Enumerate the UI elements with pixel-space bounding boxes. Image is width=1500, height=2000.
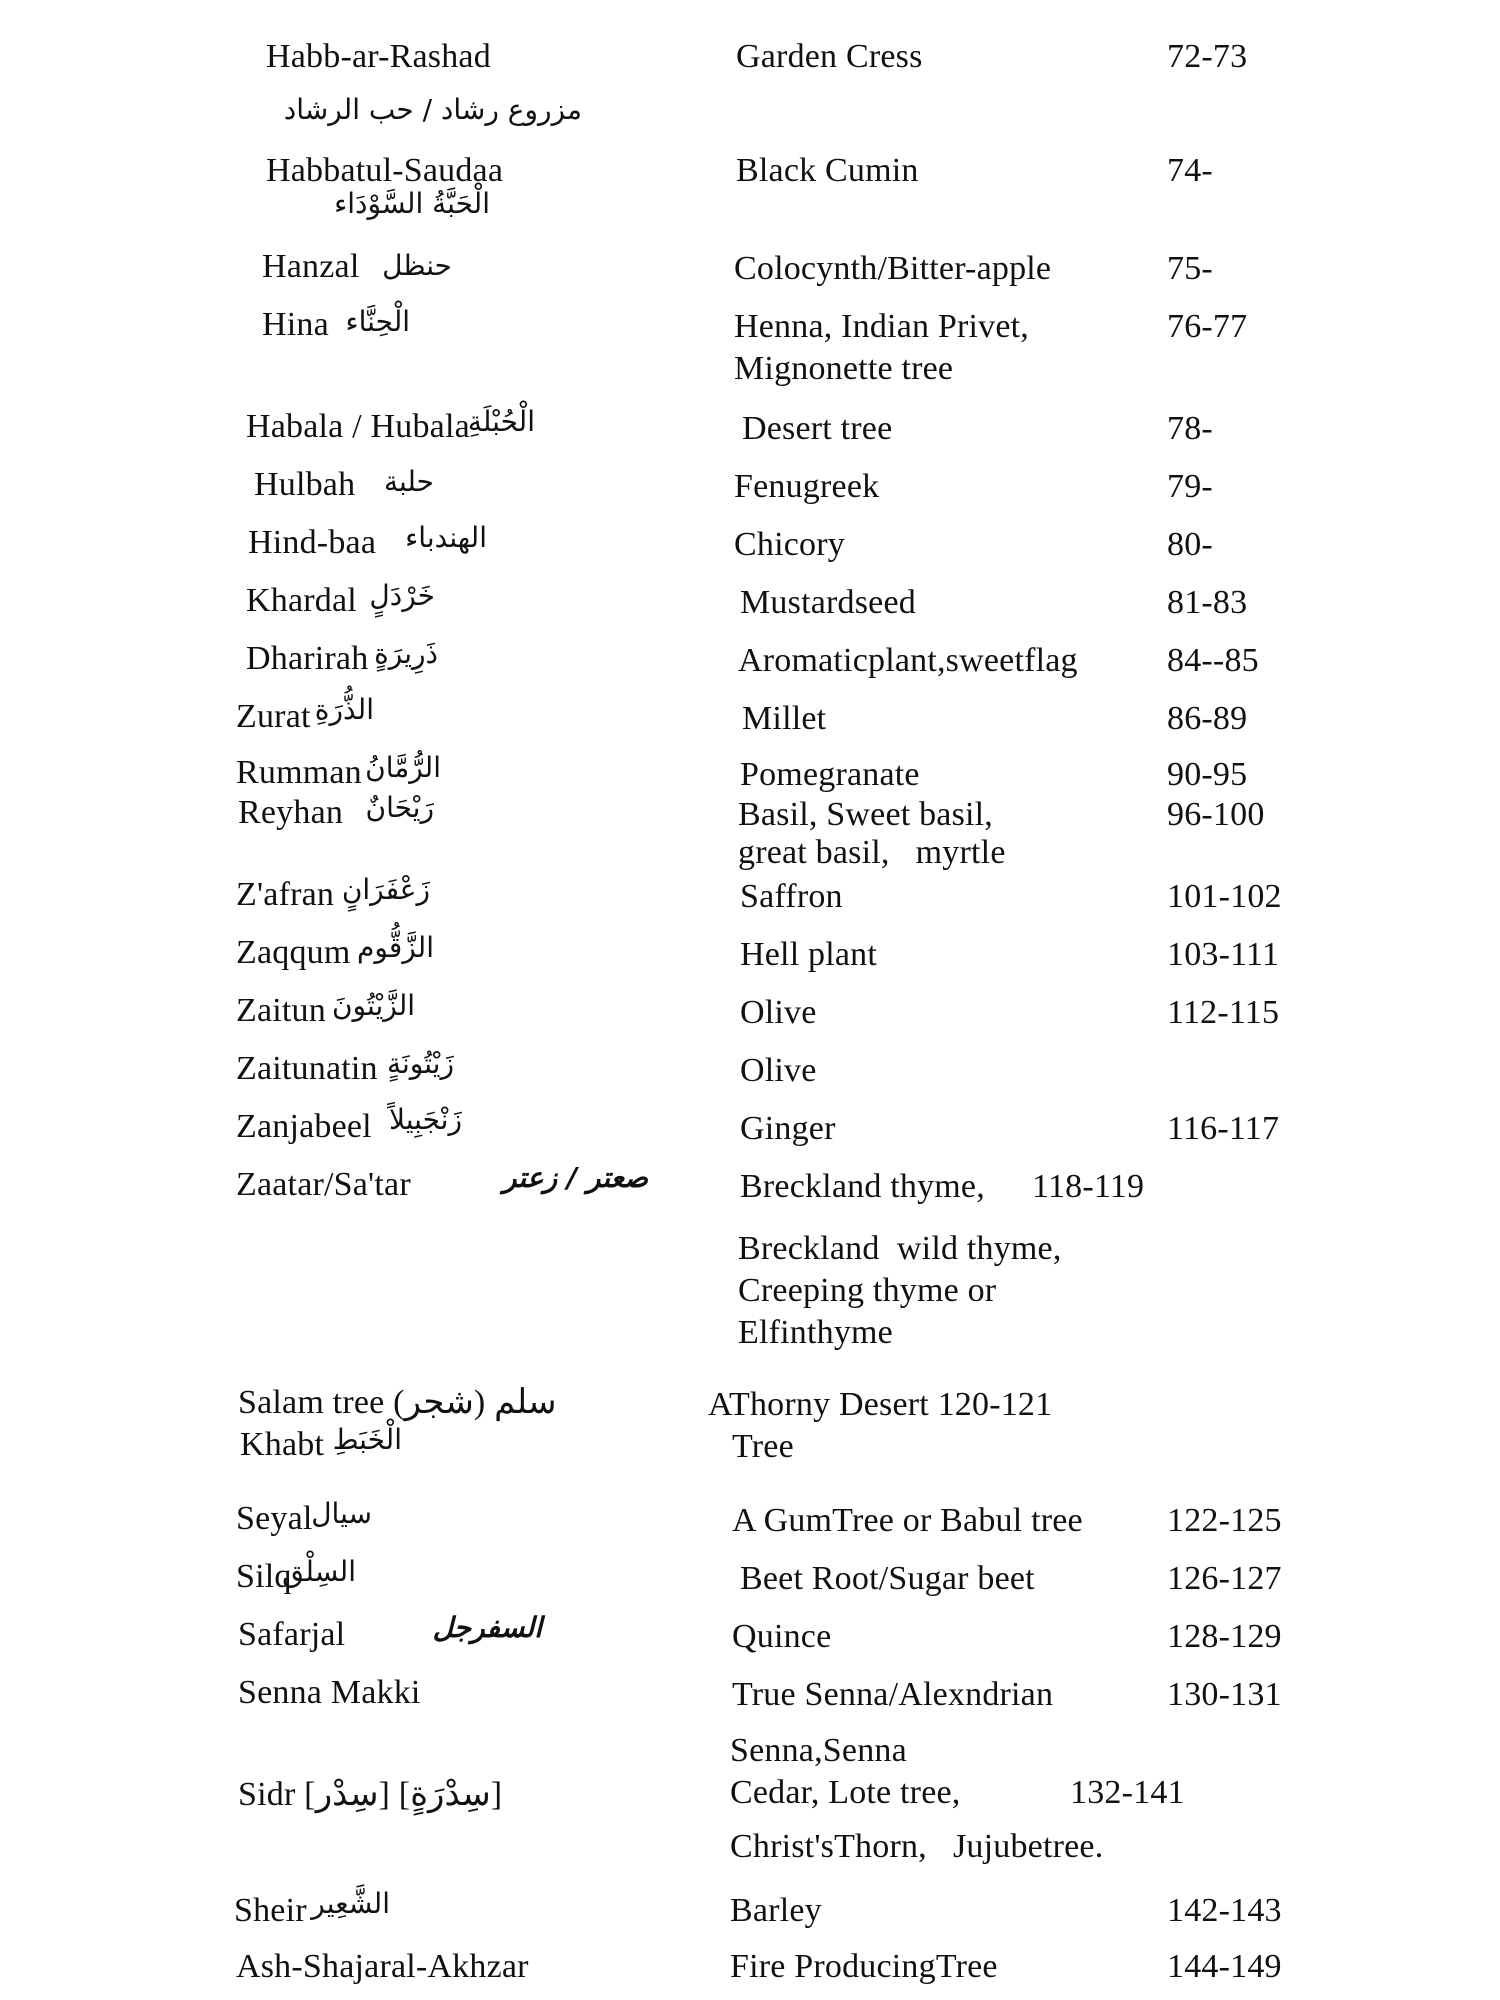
entry-pages: 130-131 [1167, 1676, 1282, 1713]
entry-english: Fenugreek [734, 468, 880, 505]
entry-name: Habala / Hubala [246, 408, 470, 445]
entry-name: Khardal [246, 582, 357, 619]
entry-pages: 79- [1167, 468, 1213, 505]
entry-english: AThorny Desert 120-121 [708, 1386, 1053, 1423]
entry-english: Hell plant [740, 936, 878, 973]
entry-name: Sheir [234, 1892, 307, 1929]
entry-english: Aromaticplant,sweetflag [738, 642, 1078, 679]
entry-english: Olive [740, 1052, 817, 1089]
entry-arabic: حلبة [383, 465, 434, 498]
entry-english: Tree [732, 1428, 794, 1465]
entry-english-cont: great basil, myrtle [738, 834, 1006, 871]
entry-arabic: الهندباء [405, 521, 487, 554]
entry-arabic: مزروع رشاد / حب الرشاد [283, 93, 582, 126]
entry-name: Habbatul-Saudaa [266, 152, 504, 189]
entry-name: Salam tree (شجر) سلم [238, 1384, 557, 1421]
entry-pages: 116-117 [1167, 1110, 1280, 1147]
entry-name: Senna Makki [238, 1674, 421, 1711]
entry-pages: 126-127 [1167, 1560, 1282, 1597]
entry-arabic: السِلْق [282, 1555, 356, 1588]
entry-arabic: الْحِنَّاء [345, 305, 410, 338]
entry-name: Sidr [سِدْر] [سِدْرَةٍ] [238, 1776, 503, 1813]
entry-arabic: رَيْحَانٌ [365, 791, 434, 824]
entry-pages: 72-73 [1167, 38, 1248, 75]
entry-pages: 122-125 [1167, 1502, 1282, 1539]
entry-name: Zaitun [236, 992, 326, 1029]
entry-name: Hind-baa [248, 524, 377, 561]
entry-arabic: الْحُبْلَةِ [467, 405, 535, 438]
entry-pages: 76-77 [1167, 308, 1248, 345]
entry-name: Z'afran [236, 876, 335, 913]
entry-name: Ash-Shajaral-Akhzar [236, 1948, 529, 1985]
entry-english-cont: Elfinthyme [738, 1314, 893, 1351]
entry-english-cont: Senna,Senna [730, 1732, 907, 1769]
entry-english: Cedar, Lote tree, [730, 1774, 961, 1811]
entry-pages: 144-149 [1167, 1948, 1282, 1985]
entry-pages: 142-143 [1167, 1892, 1282, 1929]
entry-name: Dharirah [246, 640, 369, 677]
entry-pages: 101-102 [1167, 878, 1282, 915]
entry-pages: 128-129 [1167, 1618, 1282, 1655]
entry-arabic: زَعْفَرَانٍ [341, 873, 430, 906]
entry-arabic: زَيْتُونَةٍ [386, 1047, 454, 1080]
entry-english: Pomegranate [740, 756, 920, 793]
entry-name: Hanzal [262, 248, 360, 285]
entry-pages: 132-141 [1070, 1774, 1185, 1811]
entry-name: Hina [262, 306, 329, 343]
entry-arabic: الزَّقُّوم [357, 931, 434, 964]
entry-pages: 90-95 [1167, 756, 1248, 793]
entry-arabic: الرُّمَّانُ [365, 751, 441, 784]
entry-english-cont: Creeping thyme or [738, 1272, 997, 1309]
entry-english: Saffron [740, 878, 843, 915]
entry-pages: 118-119 [1032, 1168, 1145, 1205]
entry-english: Olive [740, 994, 817, 1031]
entry-arabic: صعتر / زعتر [502, 1161, 648, 1194]
entry-name: Hulbah [254, 466, 356, 503]
entry-pages: 81-83 [1167, 584, 1248, 621]
entry-name: Khabt [240, 1426, 325, 1463]
entry-pages: 78- [1167, 410, 1213, 447]
entry-arabic: الْخَبَطِ [332, 1423, 402, 1456]
entry-pages: 112-115 [1167, 994, 1280, 1031]
entry-arabic: ذَرِيرَةٍ [374, 637, 438, 670]
entry-name: Habb-ar-Rashad [266, 38, 491, 75]
entry-english: Fire ProducingTree [730, 1948, 998, 1985]
entry-arabic: الشَّعِير [311, 1887, 390, 1920]
entry-arabic: السفرجل [432, 1611, 542, 1644]
entry-english: Barley [730, 1892, 822, 1929]
entry-english: Millet [742, 700, 827, 737]
entry-arabic: سيال [311, 1497, 372, 1530]
entry-name: Reyhan [238, 794, 344, 831]
entry-english-cont: Christ'sThorn, Jujubetree. [730, 1828, 1104, 1865]
entry-name: Rumman [236, 754, 362, 791]
entry-name: Zaitunatin [236, 1050, 378, 1087]
entry-name: Zaatar/Sa'tar [236, 1166, 411, 1203]
entry-english: Henna, Indian Privet, [734, 308, 1030, 345]
entry-pages: 86-89 [1167, 700, 1248, 737]
entry-english: A GumTree or Babul tree [732, 1502, 1083, 1539]
entry-english: Black Cumin [736, 152, 919, 189]
entry-name: Zurat [236, 698, 311, 735]
entry-english: Chicory [734, 526, 845, 563]
entry-pages: 75- [1167, 250, 1213, 287]
entry-english: Desert tree [742, 410, 893, 447]
entry-english: Basil, Sweet basil, [738, 796, 993, 833]
entry-english: Colocynth/Bitter-apple [734, 250, 1052, 287]
entry-name: Silq [236, 1558, 292, 1595]
entry-pages: 96-100 [1167, 796, 1265, 833]
entry-name: Zaqqum [236, 934, 351, 971]
entry-english: Garden Cress [736, 38, 923, 75]
entry-arabic: حنظل [382, 249, 452, 282]
entry-english-cont: Breckland wild thyme, [738, 1230, 1062, 1267]
entry-pages: 80- [1167, 526, 1213, 563]
entry-english: Breckland thyme, [740, 1168, 985, 1205]
entry-english: Quince [732, 1618, 832, 1655]
entry-arabic: الذُّرَةِ [314, 693, 374, 726]
entry-arabic: الْحَبَّةُ السَّوْدَاء [334, 187, 490, 220]
entry-arabic: زَنْجَبِيلاً [389, 1103, 462, 1136]
entry-arabic: خَرْدَلٍ [369, 579, 435, 612]
entry-name: Safarjal [238, 1616, 346, 1653]
entry-arabic: الزَّيْتُونَ [331, 989, 415, 1022]
entry-pages: 74- [1167, 152, 1213, 189]
entry-name: Zanjabeel [236, 1108, 372, 1145]
entry-pages: 84--85 [1167, 642, 1259, 679]
entry-english: Beet Root/Sugar beet [740, 1560, 1035, 1597]
entry-name: Seyal [236, 1500, 313, 1537]
entry-english: Ginger [740, 1110, 836, 1147]
entry-english: True Senna/Alexndrian [732, 1676, 1054, 1713]
entry-english: Mustardseed [740, 584, 916, 621]
entry-english-cont: Mignonette tree [734, 350, 954, 387]
entry-pages: 103-111 [1167, 936, 1280, 973]
